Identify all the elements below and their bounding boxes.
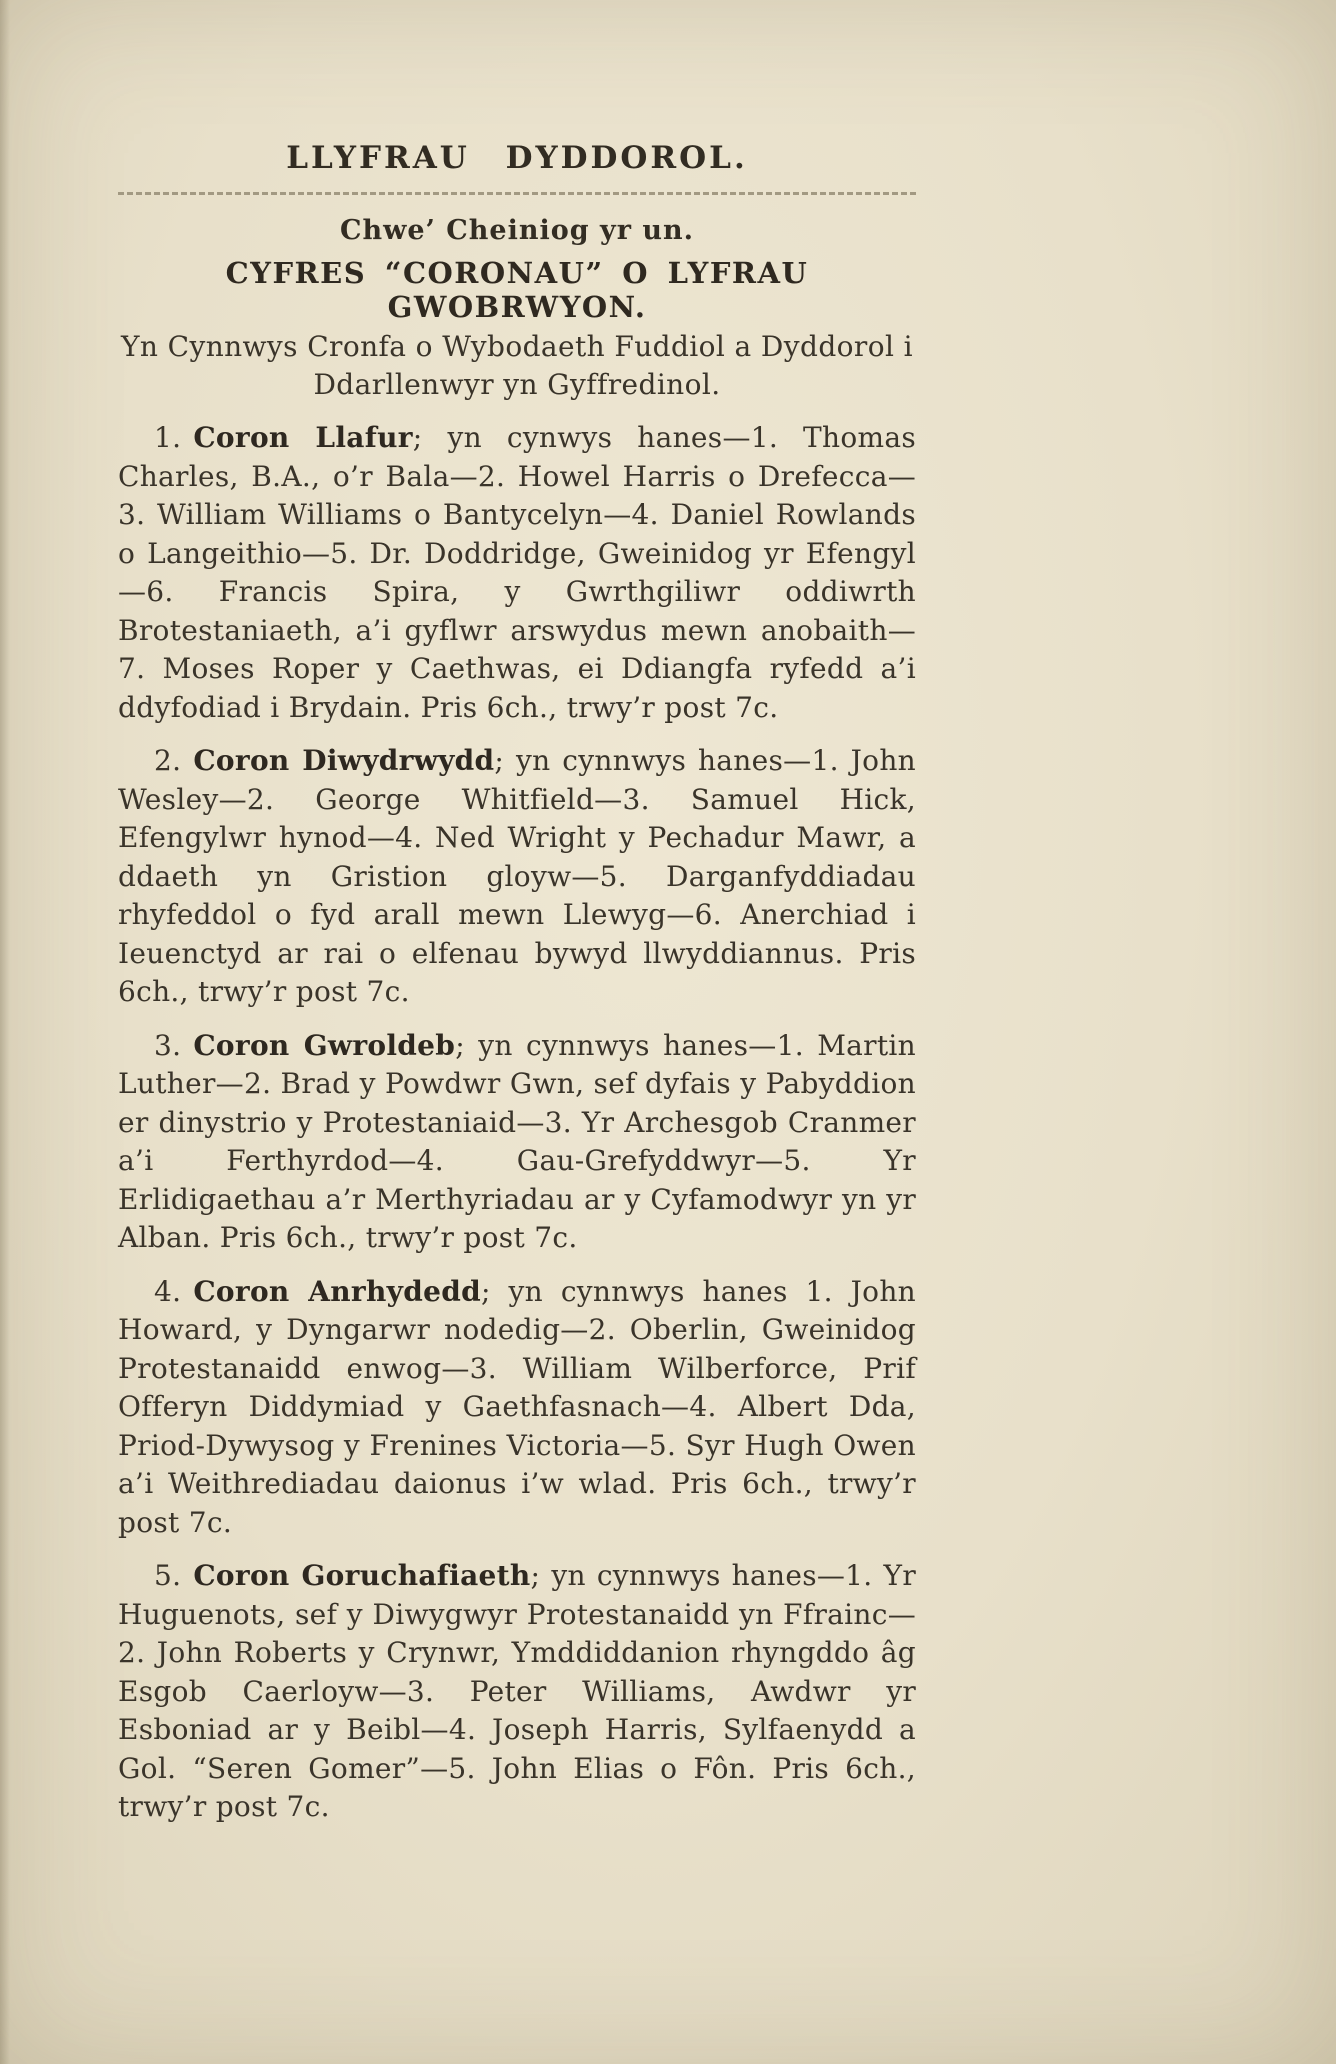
series-title: CYFRES “CORONAU” O LYFRAU GWOBRWYON.: [225, 256, 809, 324]
item-title: Coron Diwydrwydd: [193, 744, 495, 777]
item-number: 2.: [154, 744, 182, 777]
page-content: [118, 140, 916, 1827]
item-title: Coron Goruchafiaeth: [193, 1559, 531, 1592]
item-title: Coron Anrhydedd: [193, 1274, 481, 1308]
title-divider: [118, 192, 916, 195]
item-body: ; yn cynnwys hanes—1. Yr Huguenots, sef y Diwygwyr Protestanaidd yn Ffrainc—2. John Roberts y Crynwr, Ymddiddanion rhyngddo âg Esgob Caerloyw—3. Peter Williams, Awdwr yr Esboniad ar y Beibl—4. Joseph Harris, Sylfaenydd a Gol. “Seren Gomer”—5. John Elias o Fôn. Pris 6ch., trwy’r post 7c.: [118, 1559, 916, 1823]
item-body: ; yn cynnwys hanes—1. Martin Luther—2. Brad y Powdwr Gwn, sef dyfais y Pabyddion er dinystrio y Protestaniaid—3. Yr Archesgob Cranmer a’i Ferthyrdod—4. Gau-Grefyddwyr—5. Yr Erlidigaethau a’r Merthyriadau ar y Cyfamodwyr yn yr Alban. Pris 6ch., trwy’r post 7c.: [118, 1028, 916, 1254]
item-body: ; yn cynwys hanes—1. Thomas Charles, B.A., o’r Bala—2. Howel Harris o Drefecca—3. William Williams o Bantycelyn—4. Daniel Rowlands o Langeithio—5. Dr. Doddridge, Gweinidog yr Efengyl—6. Francis Spira, y Gwrthgiliwr oddiwrth Brotestaniaeth, a’i gyflwr arswydus mewn anobaith—7. Moses Roper y Caethwas, ei Ddiangfa ryfedd a’i ddyfodiad i Brydain. Pris 6ch., trwy’r post 7c.: [118, 421, 916, 724]
book-item-3: [118, 1027, 916, 1258]
item-title: Coron Gwroldeb: [193, 1028, 456, 1062]
book-item-1: [118, 419, 916, 727]
price-line: Chwe’ Cheiniog yr un.: [339, 215, 695, 246]
page-title: LLYFRAU DYDDOROL.: [286, 140, 748, 176]
item-number: 5.: [154, 1559, 182, 1592]
item-title: Coron Llafur: [193, 421, 413, 454]
item-number: 4.: [154, 1274, 182, 1308]
item-number: 3.: [154, 1028, 182, 1062]
series-subtitle: Yn Cynnwys Cronfa o Wybodaeth Fuddiol a Dyddorol i Ddarllenwyr yn Gyffredinol.: [121, 330, 913, 401]
item-number: 1.: [154, 421, 182, 454]
book-item-4: [118, 1273, 916, 1543]
item-body: ; yn cynnwys hanes 1. John Howard, y Dyngarwr nodedig—2. Oberlin, Gweinidog Protestanaidd enwog—3. William Wilberforce, Prif Offeryn Diddymiad y Gaethfasnach—4. Albert Dda, Priod-Dywysog y Frenines Victoria—5. Syr Hugh Owen a’i Weithrediadau daionus i’w wlad. Pris 6ch., trwy’r post 7c.: [118, 1274, 916, 1539]
book-item-5: [118, 1557, 916, 1827]
item-body: ; yn cynnwys hanes—1. John Wesley—2. George Whitfield—3. Samuel Hick, Efengylwr hynod—4. Ned Wright y Pechadur Mawr, a ddaeth yn Gristion gloyw—5. Darganfyddiadau rhyfeddol o fyd arall mewn Llewyg—6. Anerchiad i Ieuenctyd ar rai o elfenau bywyd llwyddiannus. Pris 6ch., trwy’r post 7c.: [118, 744, 916, 1008]
book-item-2: [118, 742, 916, 1012]
